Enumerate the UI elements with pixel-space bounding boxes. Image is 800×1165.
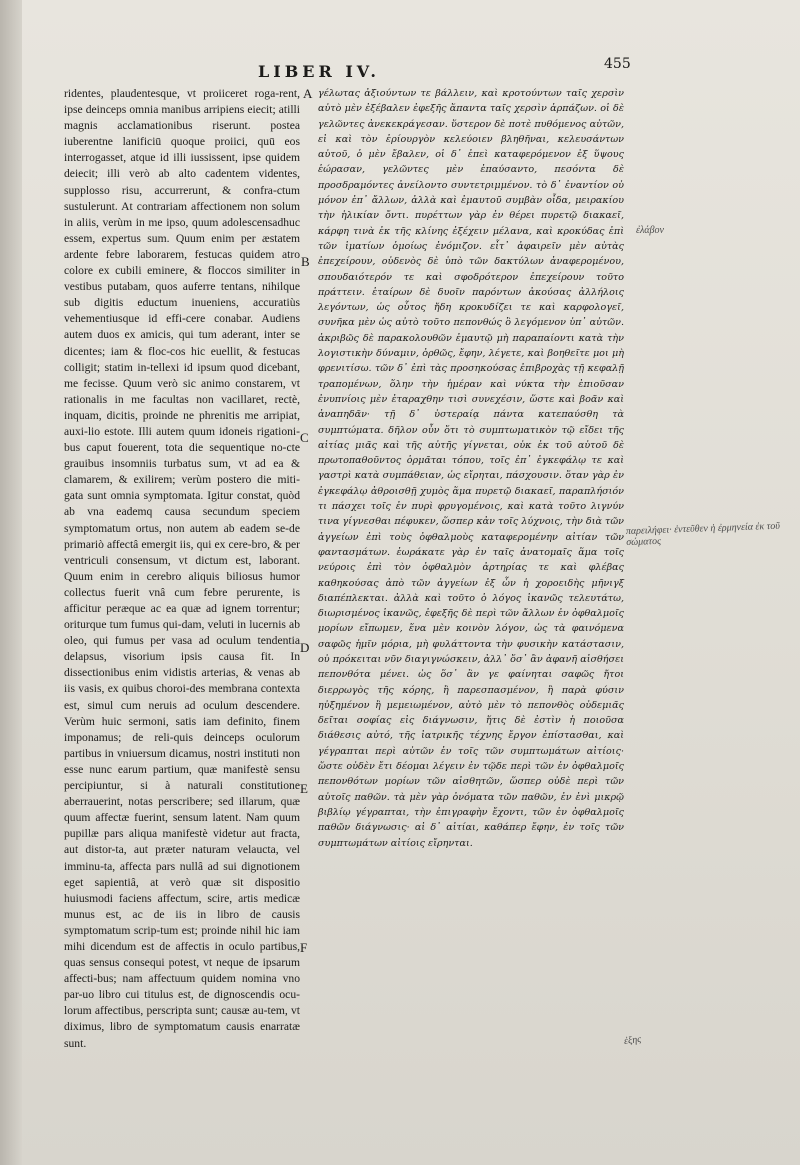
section-marker-d: D [300, 640, 310, 655]
section-marker-c: C [300, 430, 309, 445]
section-marker-b: B [301, 254, 310, 269]
section-marker-a: A [303, 86, 313, 101]
latin-paragraph: ridentes, plaudentesque, vt proiiceret roga-rent, ipse deinceps omnia manibus arripiens eiecit; atilli magnis acclamationibus riserunt. postea iuberentne lanificiū quoque proiici, quū eos interrogasset, atque id illi iussissent, ipse quidem deiecit; illi verò ab alto cadentem videntes, supplosso risu, accurrerunt, & confra-ctum sustulerunt. At contrariam affectionem non solum in aliis, verùm in me ipso, quum adolescensadhuc essem, expertus sum. Quum enim per æstatem ardente febre laborarem, festucas quidem atro colore ex cubili eminere, & floccos similiter in vestibus putabam, quos auferre tentans, nihilque sub digitis eductum inueniens, accuratiùs vehementiusque id effi-cere conabar. Audiens autem duos ex amicis, qui tum aderant, inter se dicentes; iam & floc-cos hic euellit, & festucas colligit; statim in-tellexi id ipsum quod dicebant, me fecisse. Quum verò sic animo constarem, vt rationalis in me facultas non vacillaret, rectè, inquam, dicitis, proinde ne phrenitis me arripiat, auxi-lio estote. Illi autem quum idoneis rigationi-bus caput fouerent, tota die sequentique no-cte grauibus insomniis turbatus sum, vt ad ea & clamarem, & exilirem; verùm postero die miti-gata sunt omnia symptomata. Igitur constat, quòd ab vna eademq causa secundum speciem symptomatum ortus, non autem ab eadem se-de primariò affectâ emergit iis, qui ex cere-bro, & per ventriculi consensum, vt dictum est, laborant. Quum enim in cerebro aliquis biliosus humor collectus fuerit vnâ cum febre perurente, is afficitur peræque ac ea quæ ad ignem torrentur; oriturque tum fumus qui-dam, veluti in lucernis ab oleo, qui fumus per vasa ad oculum tendentia delapsus, visorium ipsis causa fit. In dissectionibus enim vidistis arterias, & venas ab iis vasis, ex quibus choroi-des membrana contexta est, simul cum neruis ad oculum descendere. Verùm huic sermoni, satis iam definito, finem imponamus; de reli-quis deinceps oculorum partibus in vniuersum dicamus, nostri instituti non esse nunc earum partium, quæ manifestè sensu percipiuntur, si à naturali constitutione aberrauerint, notas perscribere; sed illarum, quæ quum affectæ fuerint, sensum latent. Nam quum pupillæ pars aliqua manifestè videtur aut fracta, aut distor-ta, aut præter naturam velaucta, vel imminu-ta, affecta pars nullâ ad sui dignotionem eget sapientiâ, at verò quæ sit dispositio huiusmodi faciens affectum, scire, artis medicæ munus est, ac de iis in libro de causis symptomatum scrip-tum est; proinde nihil hic iam mihi dicendum est de affectis in oculo partibus, quas sensus consequi potest, vt neque de ipsarum affecti-bus; nam affectuum quidem nomina vno par-uo libro cui titulus est, de dignoscendis ocu-lorum affectibus, perscripta sunt; causæ au-tem, vt diximus, libro de symptomatum causis enarratæ sunt. [64, 87, 300, 1050]
binding-gutter [0, 0, 22, 1165]
handwritten-note: παρειλήφει· ἐντεῦθεν ἡ ἐρμηνεία ἐκ τοῦ σώματος [625, 520, 781, 549]
greek-paragraph: γέλωτας ἀξιούντων τε βάλλειν, καὶ κροτούντων ταῖς χερσὶν αὐτὸ μὲν ἐξέβαλεν ἐφεξῆς ἅπαντα ταῖς χερσὶν ἁρπάζων. οἱ δὲ γελῶντες ἀνεκεκράγεσαν. ὕστερον δὲ ποτὲ πυθόμενος αὐτῶν, εἰ καὶ τὸν ἐρίουργὸν κελεύοιεν βληθῆναι, κελευσάντων αὐτοῦ, ὁ μὲν ἔβαλεν, οἱ δ᾽ ἐπεὶ καταφερόμενον ἐξ ὕψους ἑώρασαν, γελῶντες μὲν ἐπαύσαντο, πεσόντα δὲ προσδραμόντες ἀνείλοντο συντετριμμένον. τὸ δ᾽ ἐναντίον οὐ μόνον ἐπ᾽ ἄλλων, ἀλλὰ καὶ ἐμαυτοῦ συμβὰν οἶδα, μειρακίου τὴν ἡλικίαν ὄντι. πυρέττων γὰρ ἐν θέρει πυρετῷ διακαεῖ, κάρφη τινὰ ἐκ τῆς κλίνης ἐξέχειν μέλανα, καὶ κροκύδας ἐπὶ τῶν ἱματίων ὁμοίως ἐνόμιζον. εἶτ᾽ ἀφαιρεῖν μὲν αὐτὰς ἐπεχείρουν, οὐδενὸς δὲ ὑπὸ τῶν δακτύλων ἀναφερομένου, σπουδαιότερόν τε καὶ σφοδρότερον ἐπεχείρουν τοῦτο πράττειν. ἑταίρων δὲ δυοῖν παρόντων ἀκούσας ἀλλήλοις λεγόντων, ὡς οὗτος ἤδη κροκυδίζει τε καὶ καρφολογεῖ, συνῆκα μὲν ὡς αὐτὸ τοῦτο πεπονθώς ὃ λεγόμενον ὑπ᾽ αὐτῶν. ἀκριβῶς δὲ παρακολουθῶν ἐμαυτῷ μὴ παραπαίοντι κατὰ τὴν λογιστικὴν δύναμιν, ὀρθῶς, ἔφην, λέγετε, καὶ βοηθεῖτε μοι μὴ φρενιτίσω. τῶν δ᾽ ἐπὶ τὰς προσηκούσας ἐπιβροχὰς τῇ κεφαλῇ τραπομένων, ὅλην τὴν ἡμέραν καὶ νύκτα τὴν ἐπιοῦσαν ἐνυπνίοις μὲν ἐταραχθην τισὶ συνεχέσιν, ὥστε καὶ βοᾶν καὶ ἀναπηδᾶν· τῇ δ᾽ ὑστεραίᾳ πάντα κατεπαύσθη τὰ συμπτώματα. δῆλον οὖν ὅτι τὸ συμπτωματικὸν τῷ εἴδει τῆς αἰτίας μιᾶς καὶ τῆς αὐτῆς γίγνεται, οὐκ ἐκ τοῦ αὐτοῦ δὲ πρωτοπαθοῦντος ὁρμᾶται τόπου, τοῖς ἐπ᾽ ἐγκεφάλῳ τε καὶ γαστρὶ κατὰ συμπάθειαν, ὡς εἴρηται, πάσχουσιν. ὅταν γὰρ ἐν ἐγκεφάλῳ ἀθροισθῇ χυμὸς ἅμα πυρετῷ διακαεῖ, παραπλήσιόν τι πάσχει τοῖς ἐν πυρὶ φρυγομένοις, καὶ κατὰ τοῦτο λιγνύν τινα γίγνεσθαι πέφυκεν, ὥσπερ κἀν τοῖς λύχνοις, τὴν διὰ τῶν ἀγγείων ἐπὶ τοὺς ὀφθαλμοὺς καταφερομένην αἰτίαν τῶν φαντασμάτων. ἑωράκατε γὰρ ἐν ταῖς ἀνατομαῖς ἅμα τοῖς νεύροις ἐπὶ τὸν ὀφθαλμὸν ἀρτηρίας τε καὶ φλέβας καθηκούσας ἀπὸ τῶν ἀγγείων ἐξ ὧν ἡ χοροειδὴς μῆνιγξ διαπέπλεκται. ἀλλὰ καὶ τοῦτο ὁ λόγος ἱκανῶς τελευτάτω, διωρισμένος ἱκανῶς, ἐφεξῆς δὲ περὶ τῶν ἄλλων ἐν ὀφθαλμοῖς μορίων εἴπωμεν, ἕνα μὲν κοινὸν λόγον, ὡς τὰ φαινόμενα σαφῶς ἡμῖν μόρια, μὴ φυλάττοντα τὴν φυσικὴν κατάστασιν, οὐ πρόκειται νῦν διαγιγνώσκειν, ἀλλ᾽ ὅσ᾽ ἂν ἀφανῆ αἰσθήσει πεπονθότα μένει. ὡς ὅσ᾽ ἂν γε φαίνηται σαφῶς ἤτοι διερρωγὸς τῆς κόρης, ἢ παρεσπασμένον, ἢ παρὰ φύσιν ηὐξημένον ἢ μεμειωμένον, αὐτὸ μὲν τὸ πεπονθὸς οὐδεμιᾶς δεῖται σοφίας εἰς διάγνωσιν, ἥτις δὲ ἐστὶν ἡ ποιοῦσα διάθεσις αὐτό, τῆς ἰατρικῆς τέχνης ἔργον ἐπίστασθαι, καὶ γέγραπται περὶ αὐτῶν ἐν τοῖς τῶν συμπτωμάτων αἰτίοις· ὥστε οὐδὲν ἔτι δέομαι λέγειν ἐν τῷδε περὶ τῶν ἐν ὀφθαλμοῖς πεπονθότων μορίων τῶν αἰσθητῶν, ὥσπερ οὐδὲ περὶ τῶν αὐτοῖς παθῶν. τὰ μὲν γὰρ ὀνόματα τῶν παθῶν, ἐν ἑνὶ μικρῷ βιβλίῳ γέγραπται, τὴν ἐπιγραφὴν ἔχοντι, τῶν ἐν ὀφθαλμοῖς παθῶν διάγνωσις· αἱ δ᾽ αἰτίαι, καθάπερ ἔφην, ἐν τοῖς τῶν συμπτωμάτων αἰτίοις εἴρηνται. [318, 88, 624, 849]
page-number: 455 [604, 56, 631, 72]
latin-column [64, 86, 300, 1052]
handwritten-note: ἐξης [623, 1033, 642, 1048]
running-head: LIBER IV. [258, 62, 380, 81]
greek-column [318, 86, 624, 851]
section-marker-e: E [300, 781, 308, 796]
section-marker-f: F [300, 940, 308, 955]
handwritten-note: ἐλάβον [636, 225, 664, 236]
